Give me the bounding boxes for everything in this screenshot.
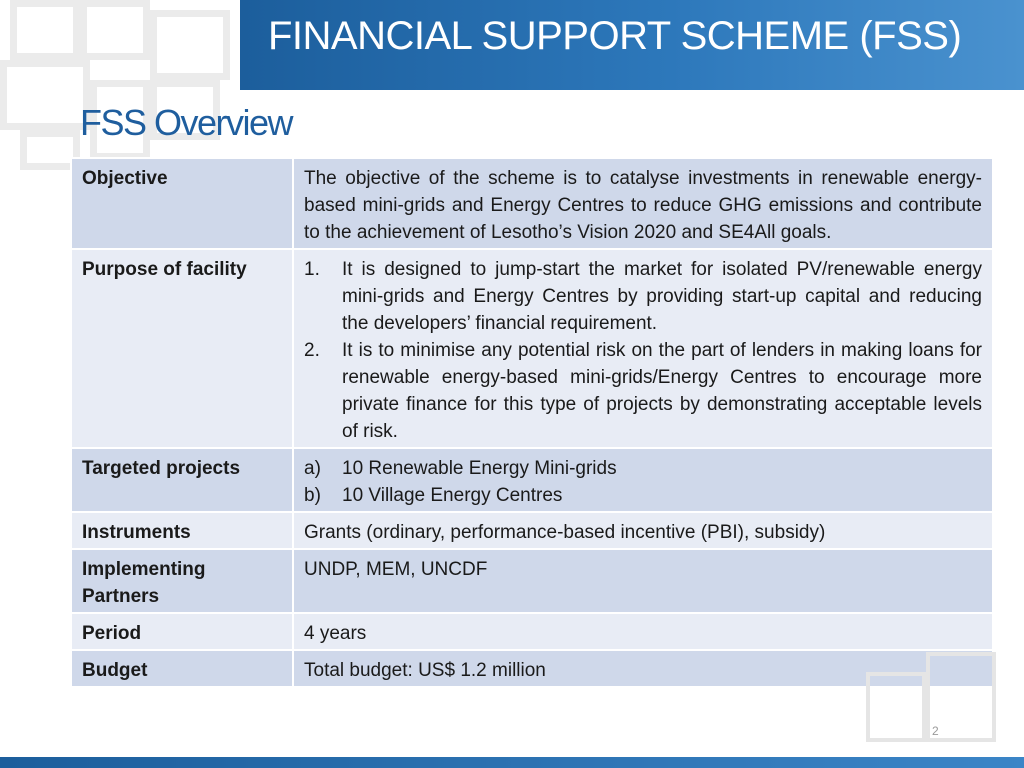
page-number: 2: [932, 724, 939, 738]
table-row: [71, 650, 993, 687]
list-item-text: It is designed to jump-start the market for isolated PV/renewable energy mini-grids and Energy Centres by providing start-up capital and reducing the developers’ financial requirement.: [342, 259, 982, 334]
row-value: Grants (ordinary, performance-based incentive (PBI), subsidy): [293, 512, 993, 549]
list-marker: 2.: [304, 340, 320, 361]
row-value: [293, 249, 993, 448]
row-label: Budget: [71, 650, 293, 687]
list-marker: b): [304, 485, 321, 506]
row-value: [293, 448, 993, 512]
row-label: Instruments: [71, 512, 293, 549]
row-label: Implementing Partners: [71, 549, 293, 613]
list-item-text: 10 Renewable Energy Mini-grids: [342, 458, 617, 479]
list-item: [304, 482, 982, 509]
row-value: The objective of the scheme is to catalyse investments in renewable energy-based mini-grids and Energy Centres to reduce GHG emissions and contribute to the achievement of Lesotho’s Vision 2020 and SE4All goals.: [293, 158, 993, 249]
row-value: UNDP, MEM, UNCDF: [293, 549, 993, 613]
table-row: [71, 549, 993, 613]
table-row: [71, 448, 993, 512]
slide-subtitle: FSS Overview: [80, 102, 293, 143]
table-row: [71, 512, 993, 549]
row-value: Total budget: US$ 1.2 million: [293, 650, 993, 687]
background-lattice-decoration: [0, 0, 240, 180]
fss-overview-table: [70, 157, 994, 688]
numbered-list: [304, 256, 982, 445]
row-label: Targeted projects: [71, 448, 293, 512]
row-value: 4 years: [293, 613, 993, 650]
list-item: [304, 455, 982, 482]
list-item: [304, 337, 982, 445]
table-row: [71, 613, 993, 650]
table-row: [71, 158, 993, 249]
table-row: [71, 249, 993, 448]
list-marker: a): [304, 458, 321, 479]
corner-lattice-decoration: [866, 612, 996, 742]
list-marker: 1.: [304, 259, 320, 280]
list-item-text: It is to minimise any potential risk on the part of lenders in making loans for renewable energy-based mini-grids/Energy Centres to encourage more private finance for this type of projects by demonstrating acceptable levels of risk.: [342, 340, 982, 442]
slide-title: FINANCIAL SUPPORT SCHEME (FSS): [268, 14, 962, 58]
row-label: Objective: [71, 158, 293, 249]
row-label: Period: [71, 613, 293, 650]
row-label: Purpose of facility: [71, 249, 293, 448]
footer-bar: [0, 757, 1024, 768]
list-item-text: 10 Village Energy Centres: [342, 485, 563, 506]
list-item: [304, 256, 982, 337]
lettered-list: [304, 455, 982, 509]
